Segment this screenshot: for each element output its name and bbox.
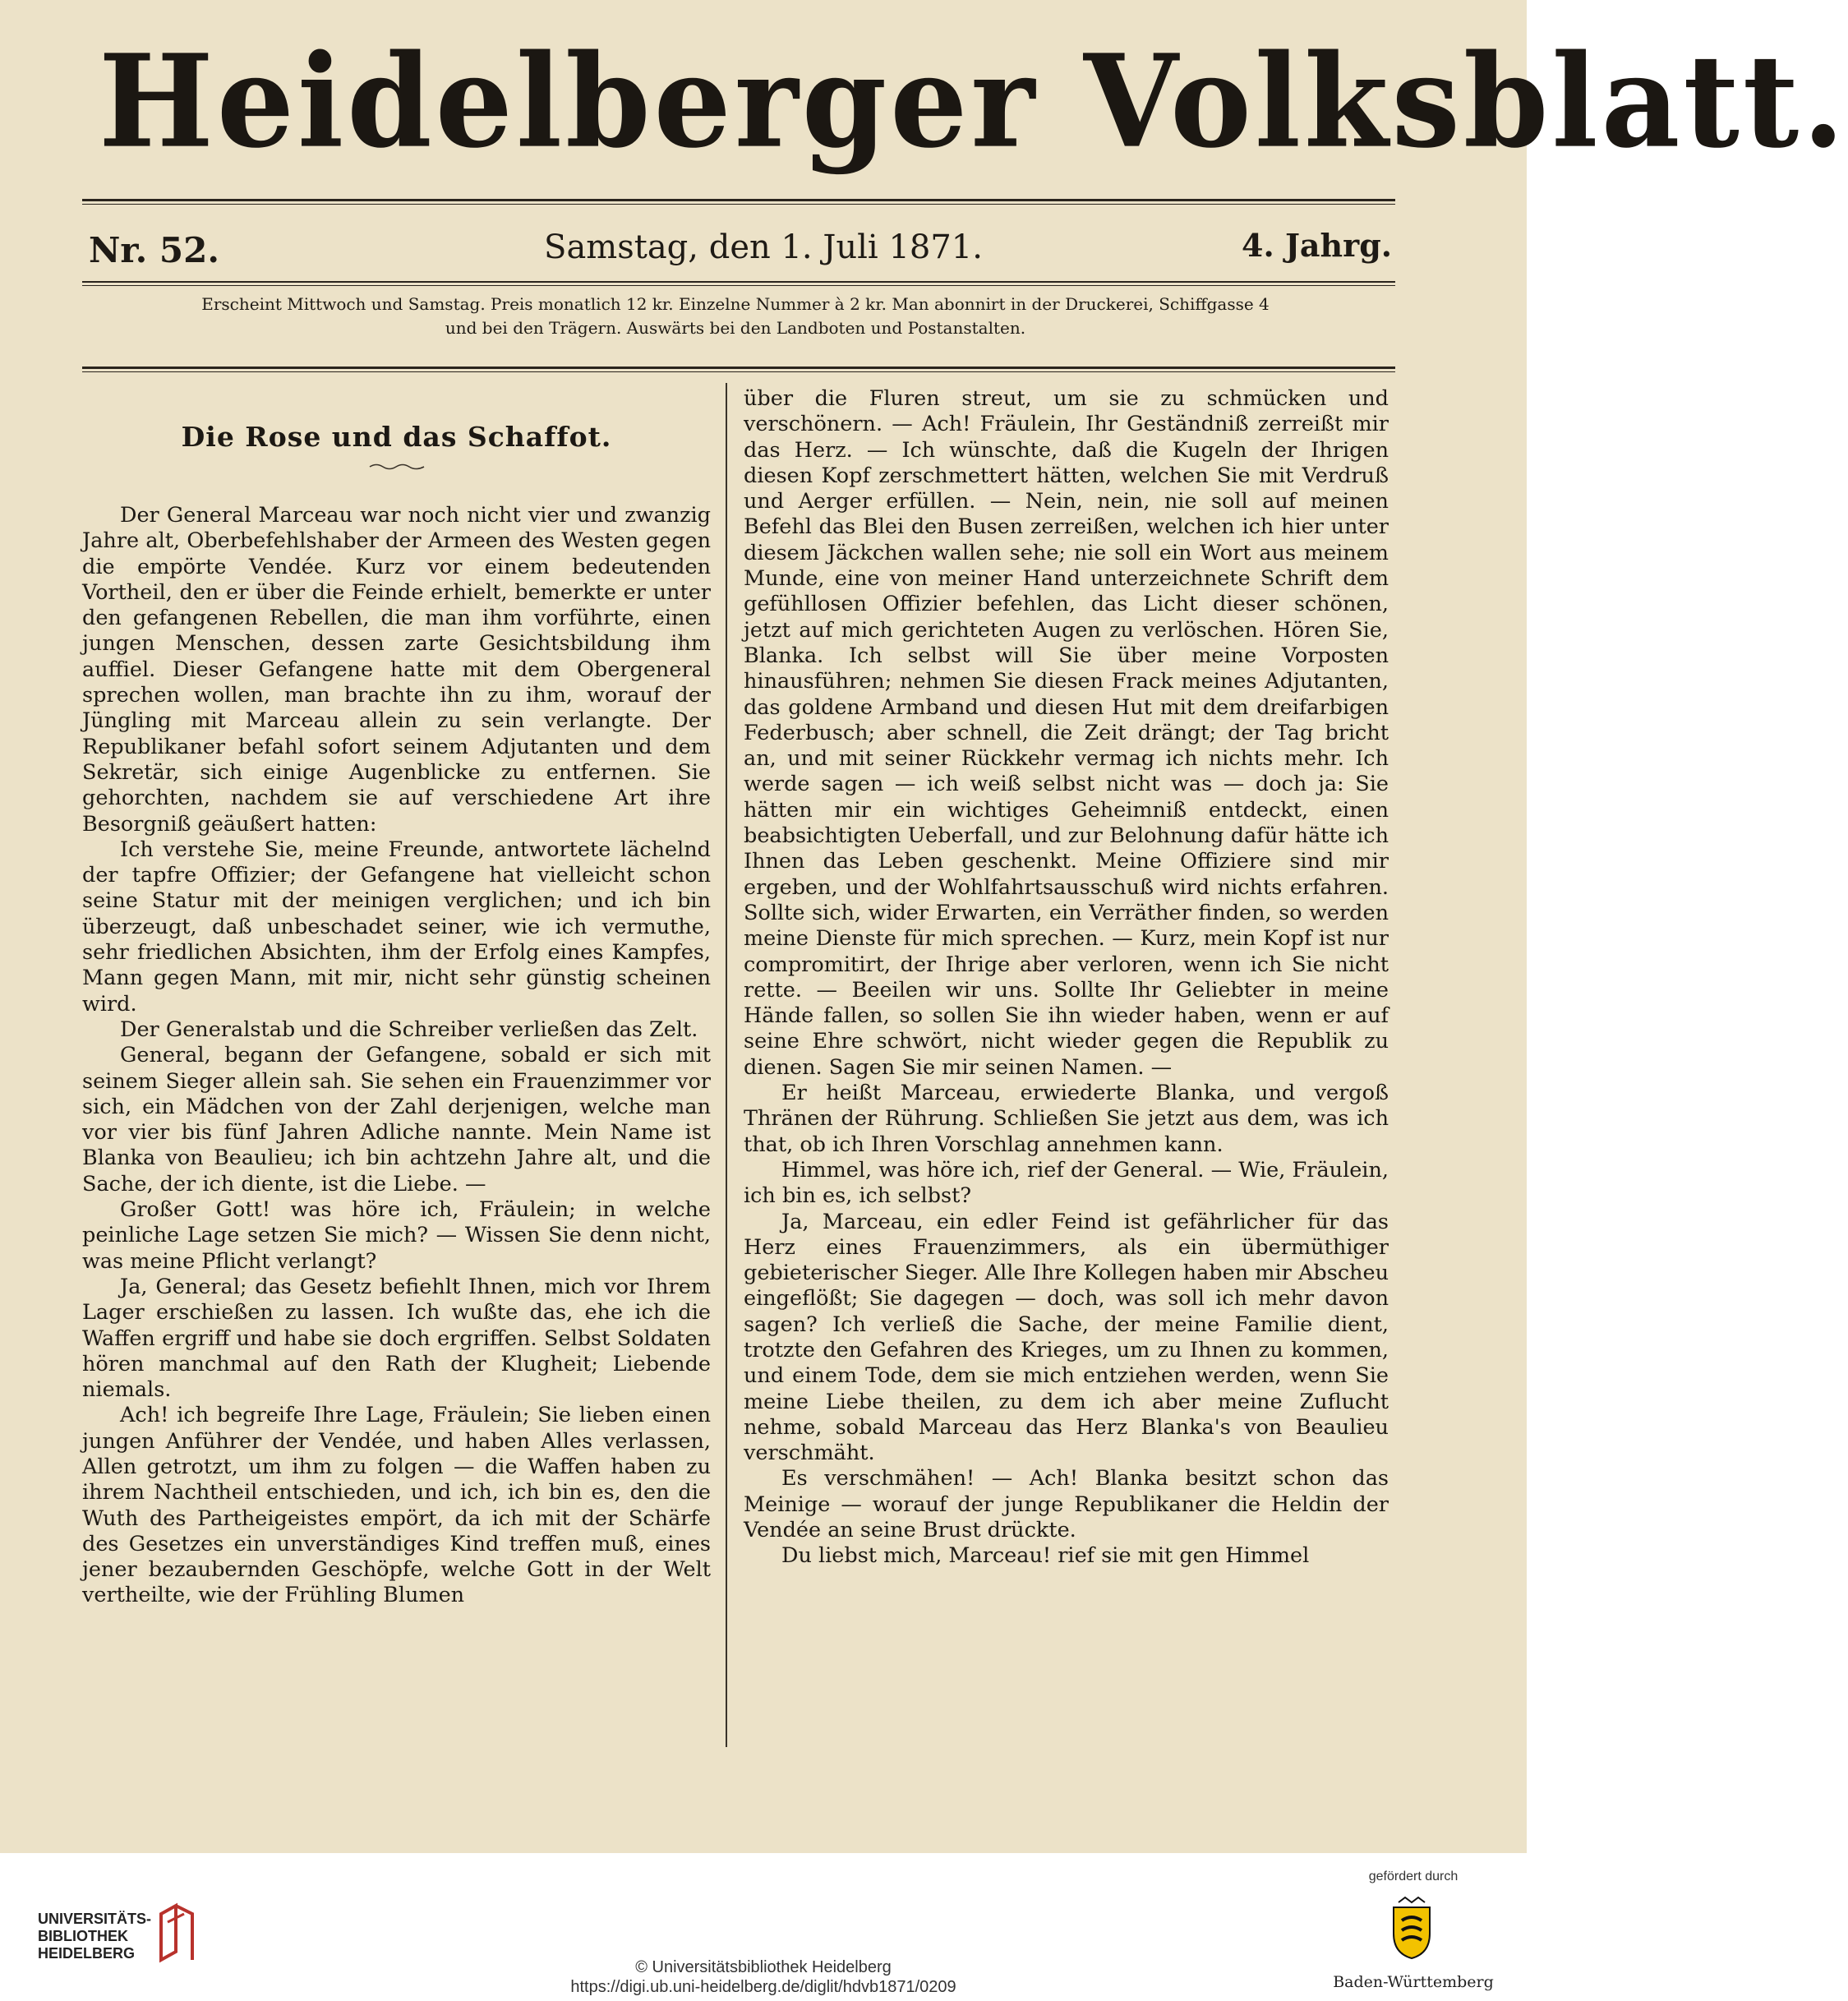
baden-wuerttemberg-seal-icon bbox=[1387, 1896, 1436, 1962]
article-title: Die Rose und das Schaffot. bbox=[181, 421, 612, 453]
funder-name: Baden-Württemberg bbox=[1333, 1973, 1494, 1991]
article-paragraph: Ja, General; das Gesetz befiehlt Ihnen, mich vor Ihrem Lager erschießen zu lassen. Ich wußte das, ehe ich die Waffen ergriff und habe sie doch ergriffen. Selbst Soldaten hören manchmal auf den Rath der Klugheit; Liebende niemals. bbox=[82, 1274, 711, 1403]
article-paragraph: Es verschmähen! — Ach! Blanka besitzt schon das Meinige — worauf der junge Republikaner die Heldin der Vendée an seine Brust drückte. bbox=[744, 1466, 1389, 1543]
body-rule-top-thin bbox=[82, 371, 1395, 372]
article-paragraph: Großer Gott! was höre ich, Fräulein; in welche peinliche Lage setzen Sie mich? — Wissen Sie denn nicht, was meine Pflicht verlangt? bbox=[82, 1197, 711, 1274]
article-column-right bbox=[744, 386, 1389, 1570]
title-ornament-icon bbox=[368, 462, 426, 472]
subscription-info-line2: und bei den Trägern. Auswärts bei den Landboten und Postanstalten. bbox=[445, 318, 1026, 338]
library-name-line: HEIDELBERG bbox=[38, 1945, 136, 1962]
library-name-line: UNIVERSITÄTS- bbox=[38, 1911, 152, 1927]
library-name-line: BIBLIOTHEK bbox=[38, 1928, 128, 1944]
article-paragraph: Du liebst mich, Marceau! rief sie mit gen Himmel bbox=[781, 1543, 1310, 1569]
article-column-left bbox=[82, 386, 711, 1609]
article-paragraph: General, begann der Gefangene, sobald er sich mit seinem Sieger allein sah. Sie sehen ein Frauenzimmer vor sich, ein Mädchen von der Zahl derjenigen, welche man vor vier bis fünf Jahren Adliche nannte. Mein Name ist Blanka von Beaulieu; ich bin achtzehn Jahre alt, und die Sache, der ich diente, ist die Liebe. — bbox=[82, 1043, 711, 1196]
subscription-info-line1: Erscheint Mittwoch und Samstag. Preis monatlich 12 kr. Einzelne Nummer à 2 kr. Man abonnirt in der Druckerei, Schiffgasse 4 bbox=[201, 294, 1270, 314]
library-name bbox=[38, 1911, 153, 1962]
subscription-info bbox=[78, 293, 1393, 340]
article-paragraph: Himmel, was höre ich, rief der General. — Wie, Fräulein, ich bin es, ich selbst? bbox=[744, 1157, 1389, 1209]
issue-date: Samstag, den 1. Juli 1871. bbox=[544, 228, 983, 266]
article-paragraph: Der Generalstab und die Schreiber verließen das Zelt. bbox=[120, 1017, 698, 1042]
article-paragraph: Ich verstehe Sie, meine Freunde, antwortete lächelnd der tapfre Offizier; der Gefangene hat vielleicht schon seine Statur mit der meinigen verglichen; und ich bin überzeugt, daß unbeschadet seiner, wie ich vermuthe, sehr friedlichen Absichten, ihm der Erfolg eines Kampfes, Mann gegen Mann, mit mir, nicht sehr günstig scheinen wird. bbox=[82, 837, 711, 1017]
issue-year: 4. Jahrg. bbox=[1242, 227, 1392, 264]
masthead-rule-top bbox=[82, 199, 1395, 201]
permalink-url[interactable]: https://digi.ub.uni-heidelberg.de/diglit/hdvb1871/0209 bbox=[570, 1978, 956, 1996]
column-divider bbox=[726, 383, 727, 1747]
article-paragraph: Der General Marceau war noch nicht vier und zwanzig Jahre alt, Oberbefehlshaber der Armeen des Westen gegen die empörte Vendée. Kurz vor einem bedeutenden Vortheil, den er über die Feinde erhielt, bemerkte er unter den gefangenen Rebellen, die man ihm vorführte, einen jungen Menschen, dessen zarte Gesichtsbildung ihm auffiel. Dieser Gefangene hatte mit dem Obergeneral sprechen wollen, man brachte ihn zu ihm, worauf der Jüngling mit Marceau allein zu sein verlangte. Der Republikaner befahl sofort seinem Adjutanten und dem Sekretär, sich einige Augenblicke zu entfernen. Sie gehorchten, nachdem sie auf verschiedene Art ihre Besorgniß geäußert hatten: bbox=[82, 503, 711, 837]
masthead-rule-top-thin bbox=[82, 204, 1395, 205]
digitization-footer bbox=[0, 1853, 1527, 2001]
article-paragraph: Ach! ich begreife Ihre Lage, Fräulein; Sie lieben einen jungen Anführer der Vendée, und haben Alles verlassen, Allen getrotzt, um ihm zu folgen — die Waffen haben zu ihrem Nachtheil entschieden, und ich, ich bin es, den die Wuth des Partheigeistes empört, da ich mit der Schärfe des Gesetzes ein unverständiges Kind treffen muß, eines jener bezaubernden Geschöpfe, welche Gott in der Welt vertheilte, wie der Frühling Blumen bbox=[82, 1403, 711, 1608]
article-paragraph: über die Fluren streut, um sie zu schmücken und verschönern. — Ach! Fräulein, Ihr Geständniß zerreißt mir das Herz. — Ich wünschte, daß die Kugeln der Ihrigen diesen Kopf zerschmettert hätten, welchen Sie mit Verdruß und Aerger erfüllen. — Nein, nein, nie soll auf meinen Befehl das Blei den Busen zerreißen, welchen ich hier unter diesem Jäckchen wallen sehe; nie soll ein Wort aus meinem Munde, eine von meiner Hand unterzeichnete Schrift dem gefühllosen Offizier befehlen, das Licht dieser schönen, jetzt auf mich gerichteten Augen zu verlöschen. Hören Sie, Blanka. Ich selbst will Sie über meine Vorposten hinausführen; nehmen Sie diesen Frack meines Adjutanten, das goldene Armband und diesen Hut mit dem dreifarbigen Federbusch; aber schnell, die Zeit drängt; der Tag bricht an, und mit seiner Rückkehr vermag ich nichts mehr. Ich werde sagen — ich weiß selbst nicht was — doch ja: Sie hätten mir ein wichtiges Geheimniß entdeckt, einen beabsichtigten Ueberfall, und zur Belohnung dafür hätte ich Ihnen das Leben geschenkt. Meine Offiziere sind mir ergeben, und der Wohlfahrtsausschuß wird nichts erfahren. Sollte sich, wider Erwarten, ein Verräther finden, so werden meine Dienste für mich sprechen. — Kurz, mein Kopf ist nur compromitirt, der Ihrige aber verloren, wenn ich Sie nicht rette. — Beeilen wir uns. Sollte Ihr Geliebter in meine Hände fallen, so sollen Sie ihn wieder haben, wenn er auf seine Ehre schwört, nicht wieder gegen die Republik zu dienen. Sagen Sie mir seinen Namen. — bbox=[744, 386, 1389, 1080]
masthead-title: Heidelberger Volksblatt. bbox=[99, 25, 1848, 177]
issue-number: Nr. 52. bbox=[89, 230, 219, 270]
body-rule-top bbox=[82, 367, 1395, 369]
issue-line-rule bbox=[82, 281, 1395, 283]
copyright-notice: © Universitätsbibliothek Heidelberg bbox=[635, 1958, 892, 1976]
article-paragraph: Ja, Marceau, ein edler Feind ist gefährlicher für das Herz eines Frauenzimmers, als ein übermüthiger gebieterischer Sieger. Alle Ihre Kollegen haben mir Abscheu eingeflößt; Sie dagegen — doch, was soll ich mehr davon sagen? Ich verließ die Sache, der meine Familie dient, trotzte den Gefahren des Krieges, um zu Ihnen zu kommen, und einem Tode, dem sie mich entziehen werden, wenn Sie meine Liebe theilen, zu dem ich aber meine Zuflucht nehme, sobald Marceau das Herz Blanka's von Beaulieu verschmäht. bbox=[744, 1209, 1389, 1466]
article-paragraph: Er heißt Marceau, erwiederte Blanka, und vergoß Thränen der Rührung. Schließen Sie jetzt aus dem, was ich that, ob ich Ihren Vorschlag annehmen kann. bbox=[744, 1081, 1389, 1157]
library-logo-icon bbox=[156, 1902, 197, 1963]
funded-by-label: gefördert durch bbox=[1368, 1870, 1459, 1883]
issue-line-rule-thin bbox=[82, 285, 1395, 286]
